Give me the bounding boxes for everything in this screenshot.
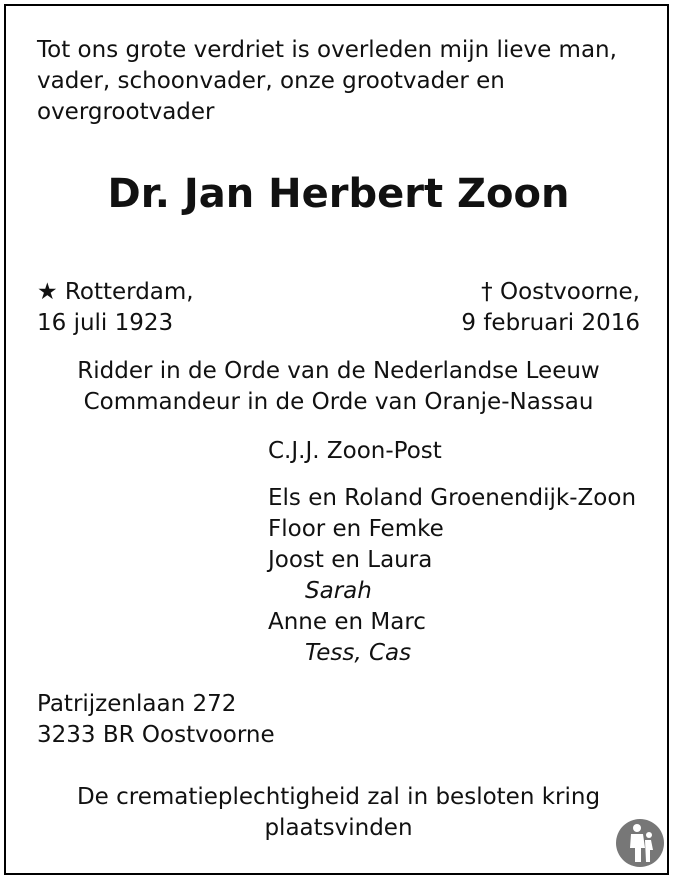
intro-text xyxy=(37,35,617,128)
grandchild-name: Tess, Cas xyxy=(305,640,412,666)
child-name: Joost en Laura xyxy=(268,547,433,573)
address-city: 3233 BR Oostvoorne xyxy=(37,722,275,748)
logo-figure-child-head xyxy=(646,832,652,838)
spouse-name: C.J.J. Zoon-Post xyxy=(268,438,442,464)
child-name: Els en Roland Groenendijk-Zoon xyxy=(268,485,637,511)
intro-line: overgrootvader xyxy=(37,99,215,125)
child-name: Anne en Marc xyxy=(268,609,426,635)
address-street: Patrijzenlaan 272 xyxy=(37,691,237,717)
funeral-notice xyxy=(0,782,677,844)
honor-line: Ridder in de Orde van de Nederlandse Leeuw xyxy=(77,358,600,384)
family-list xyxy=(268,436,636,669)
death-info xyxy=(461,277,640,339)
address xyxy=(37,689,275,751)
deceased-name: Dr. Jan Herbert Zoon xyxy=(107,171,570,217)
funeral-line: De crematieplechtigheid zal in besloten kring xyxy=(76,784,601,810)
birth-date: 16 juli 1923 xyxy=(37,310,174,336)
birth-place: ★ Rotterdam, xyxy=(37,279,194,305)
intro-line: vader, schoonvader, onze grootvader en xyxy=(37,68,505,94)
birth-info xyxy=(37,277,194,339)
death-date: 9 februari 2016 xyxy=(461,310,640,336)
intro-line: Tot ons grote verdriet is overleden mijn lieve man, xyxy=(37,37,617,63)
honor-line: Commandeur in de Orde van Oranje-Nassau xyxy=(83,389,594,415)
logo-figure-head xyxy=(633,824,641,832)
funeral-line: plaatsvinden xyxy=(264,815,413,841)
child-name: Floor en Femke xyxy=(268,516,444,542)
honors xyxy=(0,356,677,418)
memorial-figure-icon xyxy=(615,818,665,868)
grandchild-name: Sarah xyxy=(305,578,372,604)
family-gap xyxy=(268,467,636,483)
death-place: † Oostvoorne, xyxy=(481,279,640,305)
